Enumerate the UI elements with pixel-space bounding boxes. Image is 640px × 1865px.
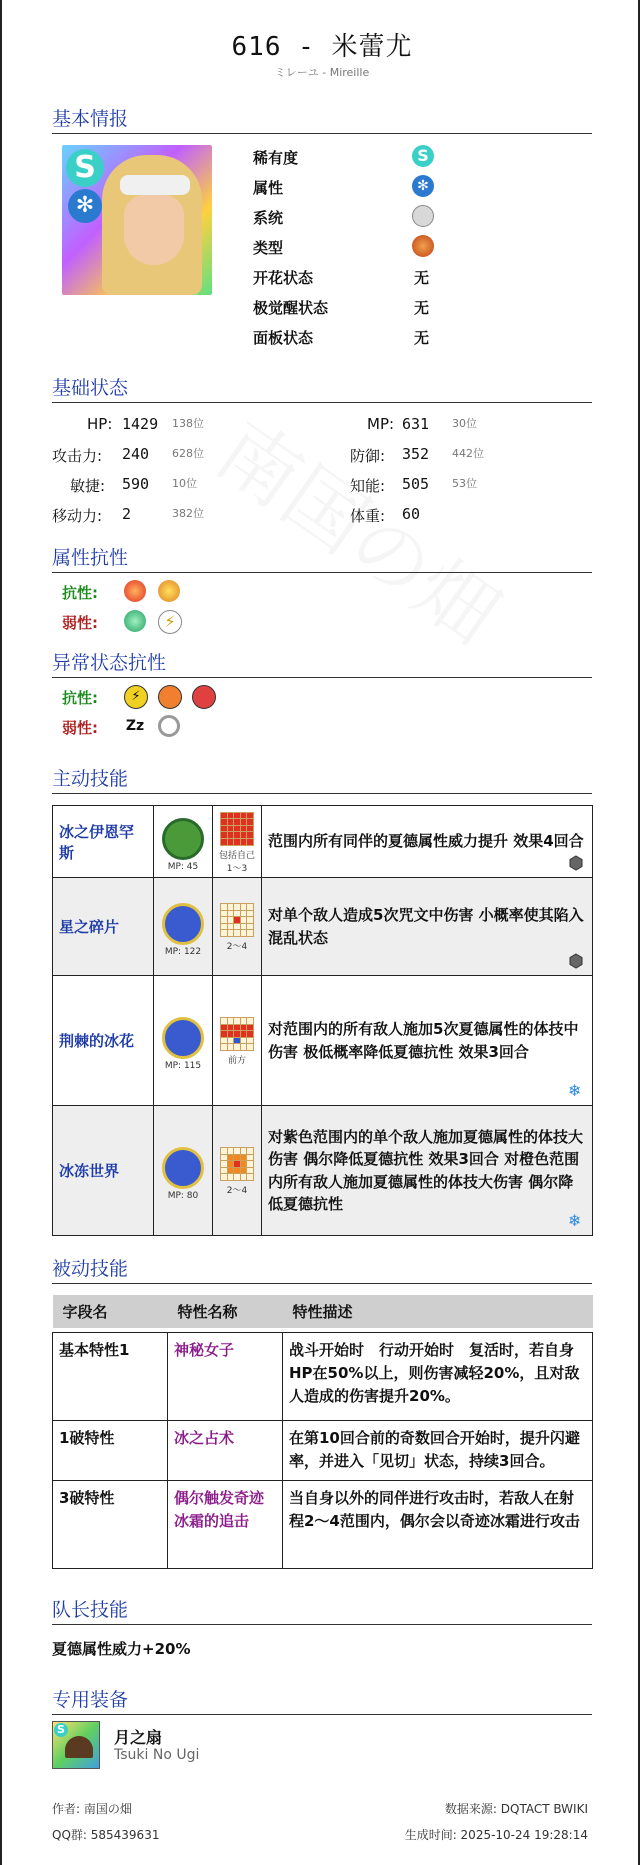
basic-info-value: 无 xyxy=(414,329,430,347)
range-grid-icon xyxy=(220,1147,254,1181)
skill-desc: 对紫色范围内的单个敌人施加夏德属性的体技大伤害 偶尔降低夏德抗性 效果3回合 对橙色范围内所有敌人施加夏德属性的体技大伤害 偶尔降低夏德抗性 xyxy=(268,1127,584,1213)
snowflake-icon: ❄ xyxy=(568,1211,582,1230)
footer-qq: QQ群: 585439631 xyxy=(52,1828,160,1842)
mp-value: 631 xyxy=(402,415,430,433)
skill-orb-icon xyxy=(162,1147,204,1189)
paralysis-icon: ⚡ xyxy=(124,685,148,709)
snowflake-icon: ❄ xyxy=(568,1081,582,1100)
atk-rank: 628位 xyxy=(172,447,204,460)
int-label: 知能: xyxy=(350,477,386,495)
section-status-resist: 异常状态抗性 xyxy=(52,648,592,678)
basic-info-label: 面板状态 xyxy=(253,329,314,347)
system-cube-icon xyxy=(412,205,434,227)
passive-desc: 战斗开始时 行动开始时 复活时，若自身HP在50%以上，则伤害减轻20%，且对敌人造成的伤害提升20%。 xyxy=(283,1332,593,1420)
passive-row[interactable] xyxy=(53,1480,593,1568)
status-weak-label: 弱性: xyxy=(62,719,98,737)
atk-label: 攻击力: xyxy=(52,447,103,465)
passive-field: 3破特性 xyxy=(53,1480,168,1568)
passive-name: 冰之占术 xyxy=(168,1420,283,1480)
skill-name: 荆棘的冰花 xyxy=(53,976,154,1106)
hp-rank: 138位 xyxy=(172,417,204,430)
confusion-icon xyxy=(192,685,216,709)
section-stats: 基础状态 xyxy=(52,373,592,403)
basic-info-label: 开花状态 xyxy=(253,269,314,287)
sleep-icon: Zz xyxy=(124,715,146,737)
col-field: 字段名 xyxy=(53,1295,168,1328)
skill-name: 星之碎片 xyxy=(53,878,154,976)
skill-orb-icon xyxy=(162,818,204,860)
mp-rank: 30位 xyxy=(452,417,477,430)
section-passive-skills: 被动技能 xyxy=(52,1254,592,1284)
fire-icon xyxy=(124,580,146,602)
agi-label: 敏捷: xyxy=(70,477,106,495)
skill-desc: 对单个敌人造成5次咒文中伤害 小概率使其陷入混乱状态 xyxy=(268,906,584,947)
ice-element-icon: ✻ xyxy=(412,175,434,197)
range-label: 前方 xyxy=(227,1056,246,1066)
range-sub: 2～4 xyxy=(226,942,248,952)
section-active-skills: 主动技能 xyxy=(52,764,592,794)
page-title: 616 - 米蕾尤 xyxy=(231,32,413,62)
footer-author: 作者: 南国の畑 xyxy=(52,1802,132,1816)
skill-orb-icon xyxy=(162,903,204,945)
basic-info-label: 系统 xyxy=(253,209,284,227)
basic-info-label: 类型 xyxy=(253,239,284,257)
range-grid-icon xyxy=(220,812,254,846)
hp-label: HP: xyxy=(87,415,113,433)
fan-icon: S xyxy=(52,1721,100,1769)
skill-row[interactable] xyxy=(53,878,593,976)
basic-info-label: 极觉醒状态 xyxy=(253,299,329,317)
footer-source: 数据来源: DQTACT BWIKI xyxy=(444,1802,588,1816)
hexagon-icon xyxy=(568,855,584,871)
wt-value: 60 xyxy=(402,505,421,523)
footer-time: 生成时间: 2025-10-24 19:28:14 xyxy=(404,1828,588,1842)
skill-mp: MP: 115 xyxy=(164,1060,202,1071)
mov-label: 移动力: xyxy=(52,507,103,525)
skill-desc: 对范围内的所有敌人施加5次夏德属性的体技中伤害 极低概率降低夏德抗性 效果3回合 xyxy=(268,1020,579,1061)
passive-skills-table xyxy=(52,1295,593,1569)
skill-mp: MP: 122 xyxy=(164,946,202,957)
explosion-icon xyxy=(158,580,180,602)
int-value: 505 xyxy=(402,475,430,493)
passive-field: 基本特性1 xyxy=(53,1332,168,1420)
basic-info-label: 属性 xyxy=(253,179,284,197)
section-leader-skill: 队长技能 xyxy=(52,1595,592,1625)
col-desc: 特性描述 xyxy=(283,1295,593,1328)
basic-info-label: 稀有度 xyxy=(253,149,299,167)
basic-info-value: 无 xyxy=(414,269,430,287)
status-res-label: 抗性: xyxy=(62,689,98,707)
hp-value: 1429 xyxy=(122,415,159,433)
wind-icon xyxy=(124,610,146,632)
range-sub: 2～4 xyxy=(226,1186,248,1196)
skill-name: 冰之伊恩罕斯 xyxy=(53,806,154,878)
skill-mp: MP: 80 xyxy=(167,1190,199,1201)
type-attack-icon xyxy=(412,235,434,257)
equipment-name: 月之扇 xyxy=(114,1728,163,1747)
skill-mp: MP: 45 xyxy=(167,861,199,872)
atk-value: 240 xyxy=(122,445,150,463)
mov-rank: 382位 xyxy=(172,507,204,520)
section-attr-resist: 属性抗性 xyxy=(52,543,592,573)
skill-row[interactable] xyxy=(53,1106,593,1236)
skill-row[interactable] xyxy=(53,806,593,878)
passive-desc: 当自身以外的同伴进行攻击时，若敌人在射程2～4范围内，偶尔会以奇迹冰霜进行攻击 xyxy=(283,1480,593,1568)
range-grid-icon xyxy=(220,903,254,937)
skill-orb-icon xyxy=(162,1017,204,1059)
skill-name: 冰冻世界 xyxy=(53,1106,154,1236)
mp-label: MP: xyxy=(367,415,395,433)
def-label: 防御: xyxy=(350,447,386,465)
passive-row[interactable] xyxy=(53,1332,593,1420)
wt-label: 体重: xyxy=(350,507,386,525)
mov-value: 2 xyxy=(122,505,132,523)
passive-row[interactable] xyxy=(53,1420,593,1480)
agi-rank: 10位 xyxy=(172,477,197,490)
basic-info-value: 无 xyxy=(414,299,430,317)
poison-icon xyxy=(158,685,182,709)
equipment-romaji: Tsuki No Ugi xyxy=(114,1747,200,1763)
col-name: 特性名称 xyxy=(168,1295,283,1328)
leader-skill-text: 夏德属性威力+20% xyxy=(52,1640,191,1658)
passive-name: 神秘女子 xyxy=(168,1332,283,1420)
range-sub: 1～3 xyxy=(226,863,248,874)
range-grid-icon xyxy=(220,1017,254,1051)
skill-row[interactable] xyxy=(53,976,593,1106)
passive-field: 1破特性 xyxy=(53,1420,168,1480)
int-rank: 53位 xyxy=(452,477,477,490)
section-basic-info: 基本情报 xyxy=(52,104,592,134)
hexagon-icon xyxy=(568,953,584,969)
agi-value: 590 xyxy=(122,475,150,493)
def-rank: 442位 xyxy=(452,447,484,460)
range-label: 包括自己 xyxy=(218,850,255,861)
attr-weak-label: 弱性: xyxy=(62,614,98,632)
passive-header-row xyxy=(53,1295,593,1328)
skill-desc: 范围内所有同伴的夏德属性威力提升 效果4回合 xyxy=(268,832,584,851)
active-skills-table xyxy=(52,805,593,1236)
rarity-s-icon: S xyxy=(412,145,434,167)
section-equipment: 专用装备 xyxy=(52,1685,592,1715)
def-value: 352 xyxy=(402,445,430,463)
lightning-icon: ⚡ xyxy=(158,610,182,634)
seal-ring-icon xyxy=(158,715,180,737)
passive-name: 偶尔触发奇迹冰霜的追击 xyxy=(168,1480,283,1568)
passive-desc: 在第10回合前的奇数回合开始时，提升闪避率，并进入「见切」状态，持续3回合。 xyxy=(283,1420,593,1480)
character-portrait: S ✻ xyxy=(62,145,212,295)
attr-res-label: 抗性: xyxy=(62,584,98,602)
page-subtitle: ミレーユ - Mireille xyxy=(274,66,370,79)
